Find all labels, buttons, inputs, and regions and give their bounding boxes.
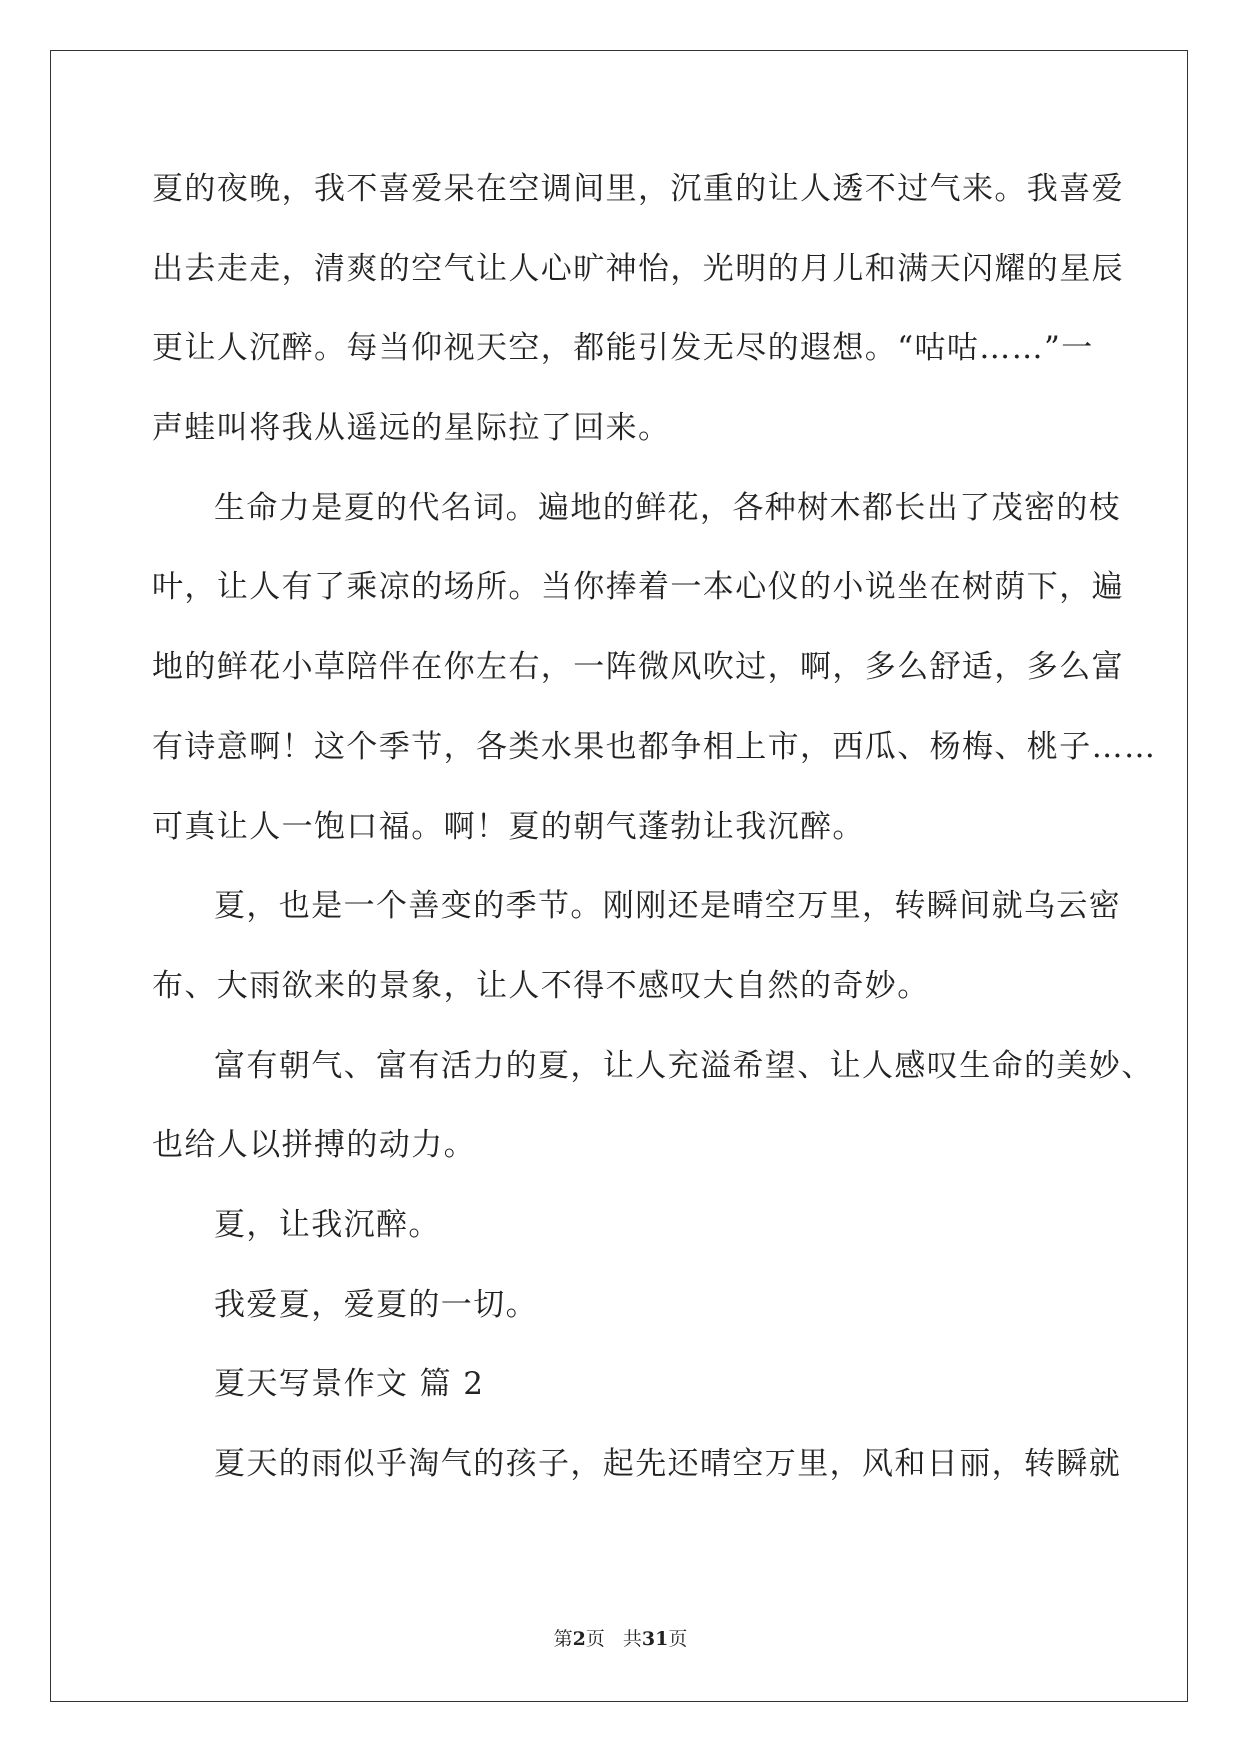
text-line: 也给人以拼搏的动力。 — [152, 1127, 476, 1164]
text-line: 夏，让我沉醉。 — [214, 1206, 441, 1243]
text-line: 更让人沉醉。每当仰视天空，都能引发无尽的遐想。“咕咕……”一 — [152, 330, 1094, 367]
total-suffix: 页 — [668, 1628, 688, 1650]
text-line: 夏，也是一个善变的季节。刚刚还是晴空万里，转瞬间就乌云密 — [214, 888, 1122, 925]
text-line: 夏天的雨似乎淘气的孩子，起先还晴空万里，风和日丽，转瞬就 — [214, 1446, 1122, 1482]
text-line: 声蛙叫将我从遥远的星际拉了回来。 — [152, 410, 671, 447]
text-line: 地的鲜花小草陪伴在你左右，一阵微风吹过，啊，多么舒适，多么富 — [152, 649, 1124, 686]
document-body — [152, 158, 1157, 1513]
text-line: 生命力是夏的代名词。遍地的鲜花，各种树木都长出了茂密的枝 — [214, 489, 1122, 526]
page-footer — [0, 1627, 1241, 1651]
total-prefix: 共 — [622, 1628, 642, 1650]
page-total: 31 — [641, 1628, 669, 1650]
text-line: 我爱夏，爱夏的一切。 — [214, 1286, 538, 1323]
page-suffix: 页 — [585, 1628, 605, 1650]
page-current: 2 — [572, 1628, 586, 1650]
text-line: 布、大雨欲来的景象，让人不得不感叹大自然的奇妙。 — [152, 967, 930, 1004]
page-prefix: 第 — [553, 1628, 573, 1650]
text-line: 富有朝气、富有活力的夏，让人充溢希望、让人感叹生命的美妙、 — [214, 1047, 1154, 1084]
text-line: 有诗意啊！这个季节，各类水果也都争相上市，西瓜、杨梅、桃子…… — [152, 728, 1157, 765]
text-line: 叶，让人有了乘凉的场所。当你捧着一本心仪的小说坐在树荫下，遍 — [152, 569, 1124, 606]
text-line: 出去走走，清爽的空气让人心旷神怡，光明的月儿和满天闪耀的星辰 — [152, 250, 1124, 287]
text-line: 夏的夜晚，我不喜爱呆在空调间里，沉重的让人透不过气来。我喜爱 — [152, 171, 1124, 207]
section-heading: 夏天写景作文 篇 2 — [214, 1366, 485, 1403]
text-line: 可真让人一饱口福。啊！夏的朝气蓬勃让我沉醉。 — [152, 808, 865, 845]
